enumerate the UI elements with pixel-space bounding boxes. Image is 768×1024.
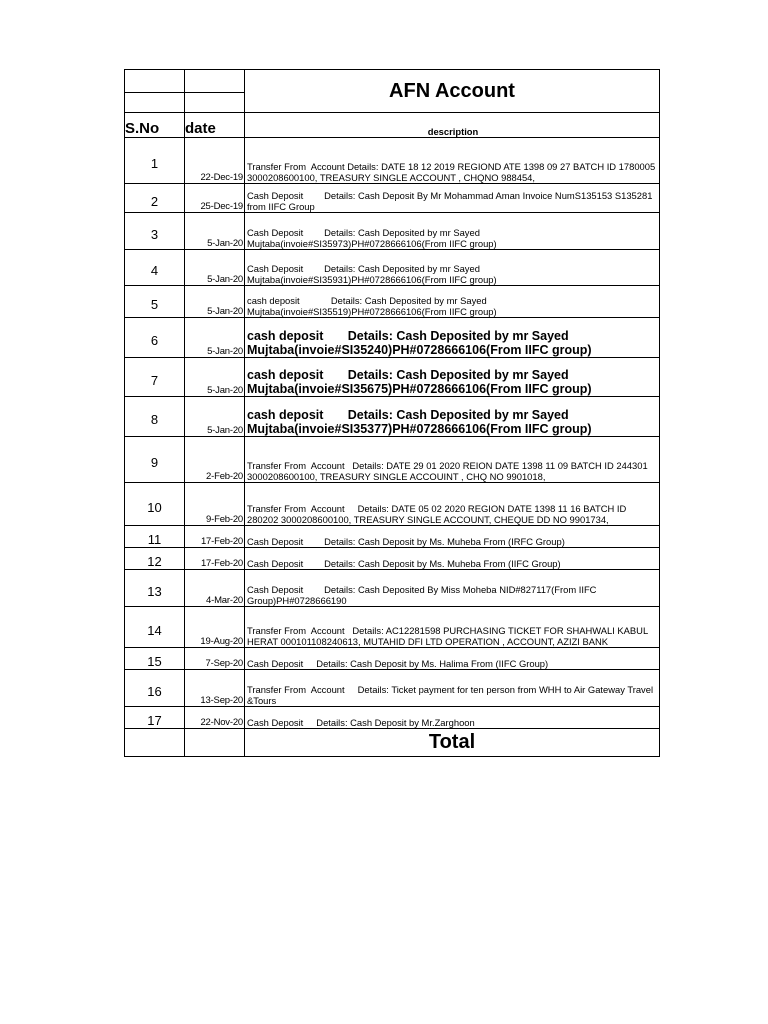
row-date: 4-Mar-20 bbox=[185, 570, 245, 607]
row-description: Transfer From Account Details: AC12281598 PURCHASING TICKET FOR SHAHWALI KABUL HERAT 000101108240613, MUTAHID DFI LTD OPERATION , ACCOUNT, AZIZI BANK bbox=[245, 607, 660, 648]
table-row bbox=[125, 286, 660, 318]
row-serial-number: 10 bbox=[125, 483, 185, 526]
total-label: Total bbox=[245, 729, 660, 757]
table-row bbox=[125, 607, 660, 648]
row-serial-number: 11 bbox=[125, 526, 185, 548]
row-description: Cash Deposit Details: Cash Deposit By Mr Mohammad Aman Invoice NumS135153 S135281 from IIFC Group bbox=[245, 184, 660, 213]
description-header: description bbox=[245, 113, 660, 138]
row-description: Transfer From Account Details: DATE 18 12 2019 REGIOND ATE 1398 09 27 BATCH ID 1780005 3000208600100, TREASURY SINGLE ACCOUNT , CHQNO 988454, bbox=[245, 138, 660, 184]
table-row bbox=[125, 184, 660, 213]
row-date: 25-Dec-19 bbox=[185, 184, 245, 213]
row-date: 5-Jan-20 bbox=[185, 397, 245, 437]
table-row bbox=[125, 648, 660, 670]
blank-cell bbox=[125, 70, 185, 93]
row-description: Transfer From Account Details: DATE 29 01 2020 REION DATE 1398 11 09 BATCH ID 244301 3000208600100, TREASURY SINGLE ACCOUINT , CHQ NO 9901018, bbox=[245, 437, 660, 483]
row-serial-number: 6 bbox=[125, 318, 185, 358]
row-date: 22-Dec-19 bbox=[185, 138, 245, 184]
row-serial-number: 17 bbox=[125, 707, 185, 729]
table-row bbox=[125, 548, 660, 570]
account-table bbox=[124, 69, 660, 757]
row-description: Transfer From Account Details: DATE 05 02 2020 REGION DATE 1398 11 16 BATCH ID 280202 3000208600100, TREASURY SINGLE ACCOUNT, CHEQUE DD NO 9901734, bbox=[245, 483, 660, 526]
total-row bbox=[125, 729, 660, 757]
table-row bbox=[125, 138, 660, 184]
blank-cell bbox=[185, 729, 245, 757]
table-row bbox=[125, 318, 660, 358]
row-date: 17-Feb-20 bbox=[185, 548, 245, 570]
row-date: 13-Sep-20 bbox=[185, 670, 245, 707]
row-serial-number: 16 bbox=[125, 670, 185, 707]
row-serial-number: 4 bbox=[125, 250, 185, 286]
row-date: 5-Jan-20 bbox=[185, 286, 245, 318]
row-description: cash deposit Details: Cash Deposited by mr Sayed Mujtaba(invoie#SI35377)PH#0728666106(From IIFC group) bbox=[245, 397, 660, 437]
blank-cell bbox=[125, 93, 185, 113]
row-date: 5-Jan-20 bbox=[185, 358, 245, 397]
row-description: Transfer From Account Details: Ticket payment for ten person from WHH to Air Gateway Travel &Tours bbox=[245, 670, 660, 707]
blank-cell bbox=[185, 93, 245, 113]
row-description: Cash Deposit Details: Cash Deposited by mr Sayed Mujtaba(invoie#SI35973)PH#0728666106(From IIFC group) bbox=[245, 213, 660, 250]
row-date: 5-Jan-20 bbox=[185, 318, 245, 358]
table-row bbox=[125, 250, 660, 286]
row-serial-number: 7 bbox=[125, 358, 185, 397]
row-description: Cash Deposit Details: Cash Deposited by mr Sayed Mujtaba(invoie#SI35931)PH#0728666106(From IIFC group) bbox=[245, 250, 660, 286]
row-serial-number: 13 bbox=[125, 570, 185, 607]
row-description: cash deposit Details: Cash Deposited by mr Sayed Mujtaba(invoie#SI35675)PH#0728666106(From IIFC group) bbox=[245, 358, 660, 397]
row-date: 5-Jan-20 bbox=[185, 250, 245, 286]
row-serial-number: 5 bbox=[125, 286, 185, 318]
row-description: Cash Deposit Details: Cash Deposit by Mr.Zarghoon bbox=[245, 707, 660, 729]
table-row bbox=[125, 526, 660, 548]
row-description: cash deposit Details: Cash Deposited by mr Sayed Mujtaba(invoie#SI35519)PH#0728666106(From IIFC group) bbox=[245, 286, 660, 318]
row-description: cash deposit Details: Cash Deposited by mr Sayed Mujtaba(invoie#SI35240)PH#0728666106(From IIFC group) bbox=[245, 318, 660, 358]
row-description: Cash Deposit Details: Cash Deposit by Ms. Muheba From (IIFC Group) bbox=[245, 548, 660, 570]
row-date: 7-Sep-20 bbox=[185, 648, 245, 670]
table-row bbox=[125, 358, 660, 397]
date-header: date bbox=[185, 113, 245, 138]
row-description: Cash Deposit Details: Cash Deposit by Ms. Muheba From (IRFC Group) bbox=[245, 526, 660, 548]
row-serial-number: 14 bbox=[125, 607, 185, 648]
blank-cell bbox=[125, 729, 185, 757]
row-date: 17-Feb-20 bbox=[185, 526, 245, 548]
row-date: 2-Feb-20 bbox=[185, 437, 245, 483]
row-serial-number: 1 bbox=[125, 138, 185, 184]
row-date: 22-Nov-20 bbox=[185, 707, 245, 729]
table-row bbox=[125, 483, 660, 526]
blank-cell bbox=[185, 70, 245, 93]
row-serial-number: 8 bbox=[125, 397, 185, 437]
row-serial-number: 9 bbox=[125, 437, 185, 483]
table-row bbox=[125, 397, 660, 437]
row-description: Cash Deposit Details: Cash Deposited By Miss Moheba NID#827117(From IIFC Group)PH#0728666190 bbox=[245, 570, 660, 607]
page-title: AFN Account bbox=[245, 70, 660, 113]
row-date: 9-Feb-20 bbox=[185, 483, 245, 526]
row-description: Cash Deposit Details: Cash Deposit by Ms. Halima From (IIFC Group) bbox=[245, 648, 660, 670]
row-serial-number: 15 bbox=[125, 648, 185, 670]
row-serial-number: 12 bbox=[125, 548, 185, 570]
row-date: 5-Jan-20 bbox=[185, 213, 245, 250]
table-row bbox=[125, 707, 660, 729]
row-date: 19-Aug-20 bbox=[185, 607, 245, 648]
table-row bbox=[125, 213, 660, 250]
table-row bbox=[125, 670, 660, 707]
sno-header: S.No bbox=[125, 113, 185, 138]
row-serial-number: 2 bbox=[125, 184, 185, 213]
table-row bbox=[125, 570, 660, 607]
row-serial-number: 3 bbox=[125, 213, 185, 250]
table-row bbox=[125, 437, 660, 483]
